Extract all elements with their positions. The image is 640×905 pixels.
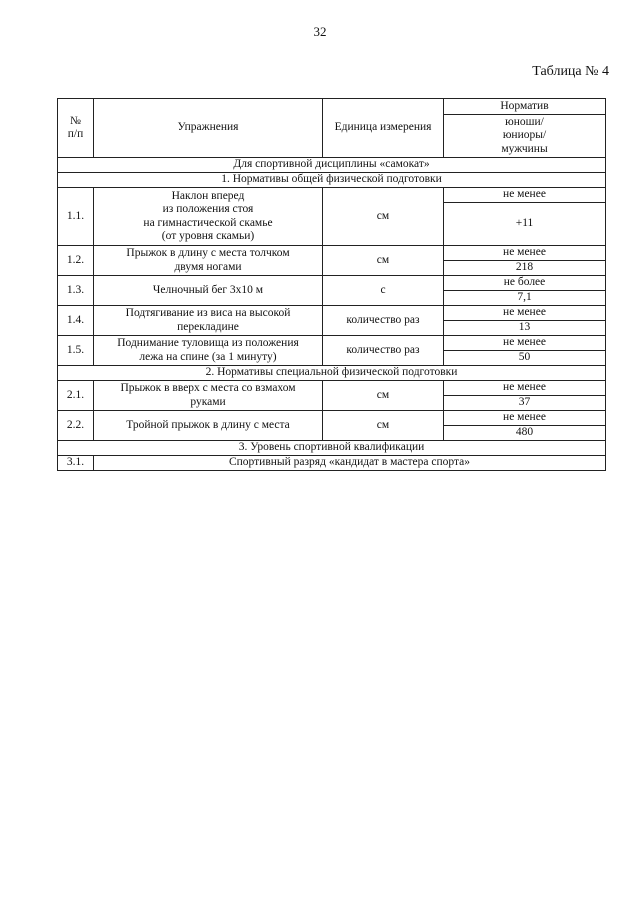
header-number (58, 99, 94, 158)
qualification-text: Спортивный разряд «кандидат в мастера спорта» (94, 456, 606, 471)
row-condition: не более (444, 276, 606, 291)
row-unit: количество раз (323, 306, 444, 336)
row-exercise (94, 336, 323, 366)
row-condition: не менее (444, 381, 606, 396)
text-line: Челночный бег 3х10 м (152, 283, 264, 296)
table-row (58, 188, 606, 203)
page-number: 32 (313, 24, 327, 39)
row-value: 218 (444, 261, 606, 276)
discipline-title: Для спортивной дисциплины «самокат» (58, 158, 606, 173)
row-unit: см (323, 381, 444, 411)
table-row (58, 381, 606, 396)
row-value: +11 (444, 203, 606, 246)
row-number: 1.4. (58, 306, 94, 336)
text-line: из положения стоя (162, 203, 254, 216)
text-line: на гимнастической скамье (143, 216, 273, 229)
row-exercise (94, 381, 323, 411)
section-2-title: 2. Нормативы специальной физической подготовки (58, 366, 606, 381)
row-condition: не менее (444, 306, 606, 321)
row-number: 2.1. (58, 381, 94, 411)
row-value: 13 (444, 321, 606, 336)
row-number: 1.5. (58, 336, 94, 366)
text-line: № (70, 114, 81, 127)
row-value: 50 (444, 351, 606, 366)
section-3-title: 3. Уровень спортивной квалификации (58, 441, 606, 456)
header-exercise: Упражнения (94, 99, 323, 158)
norms-table (57, 98, 606, 471)
row-number: 1.2. (58, 246, 94, 276)
section-row (58, 441, 606, 456)
row-condition: не менее (444, 336, 606, 351)
row-exercise (94, 246, 323, 276)
row-condition: не менее (444, 411, 606, 426)
row-number: 1.1. (58, 188, 94, 246)
text-line: руками (190, 395, 226, 408)
discipline-row (58, 158, 606, 173)
qualification-row (58, 456, 606, 471)
text-line: юноши/ (505, 116, 544, 129)
row-number: 1.3. (58, 276, 94, 306)
row-value: 7,1 (444, 291, 606, 306)
text-line: Наклон вперед (171, 190, 245, 203)
row-unit: количество раз (323, 336, 444, 366)
text-line: юниоры/ (502, 129, 547, 142)
row-unit: см (323, 246, 444, 276)
text-line: (от уровня скамьи) (161, 229, 255, 242)
row-exercise (94, 276, 323, 306)
row-value: 37 (444, 396, 606, 411)
text-line: п/п (67, 128, 84, 140)
text-line: Тройной прыжок в длину с места (126, 418, 290, 431)
row-condition: не менее (444, 188, 606, 203)
table-row (58, 336, 606, 351)
row-exercise (94, 306, 323, 336)
table-row (58, 306, 606, 321)
header-group (444, 115, 606, 158)
row-condition: не менее (444, 246, 606, 261)
text-line: Поднимание туловища из положения (117, 337, 299, 350)
text-line: Подтягивание из виса на высокой (125, 307, 291, 320)
header-unit: Единица измерения (323, 99, 444, 158)
row-unit: см (323, 411, 444, 441)
section-row (58, 173, 606, 188)
row-value: 480 (444, 426, 606, 441)
row-unit: см (323, 188, 444, 246)
section-row (58, 366, 606, 381)
row-exercise (94, 188, 323, 246)
row-number: 3.1. (58, 456, 94, 471)
header-norm: Норматив (444, 99, 606, 115)
table-row (58, 276, 606, 291)
row-exercise (94, 411, 323, 441)
table-row (58, 246, 606, 261)
row-unit: с (323, 276, 444, 306)
text-line: мужчины (501, 142, 548, 155)
text-line: перекладине (177, 320, 239, 333)
table-row (58, 411, 606, 426)
section-1-title: 1. Нормативы общей физической подготовки (58, 173, 606, 188)
text-line: лежа на спине (за 1 минуту) (139, 350, 277, 363)
row-number: 2.2. (58, 411, 94, 441)
header-row (58, 99, 606, 115)
table-caption: Таблица № 4 (532, 64, 609, 79)
text-line: двумя ногами (174, 260, 242, 273)
text-line: Прыжок в вверх с места со взмахом (120, 382, 296, 395)
text-line: Прыжок в длину с места толчком (126, 247, 290, 260)
